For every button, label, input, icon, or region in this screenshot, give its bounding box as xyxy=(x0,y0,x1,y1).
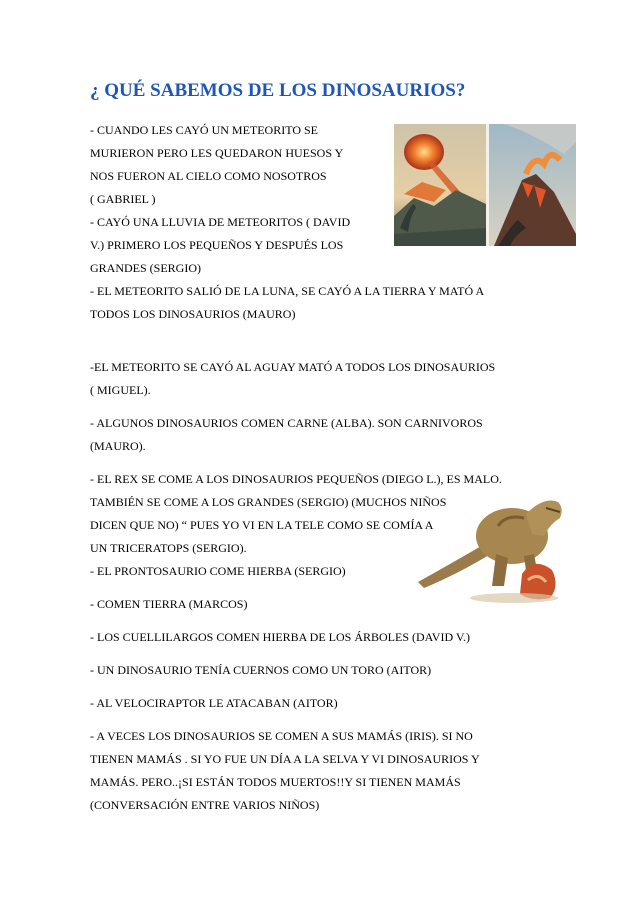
text-line: - UN DINOSAURIO TENÍA CUERNOS COMO UN TORO (AITOR) xyxy=(90,663,432,677)
text-line: - EL REX SE COME A LOS DINOSAURIOS PEQUEÑOS (DIEGO L.), ES MALO. xyxy=(90,472,502,486)
text-line: - AL VELOCIRAPTOR LE ATACABAN (AITOR) xyxy=(90,696,338,710)
text-line: (CONVERSACIÓN ENTRE VARIOS NIÑOS) xyxy=(90,798,320,812)
text-line: ( GABRIEL ) xyxy=(90,192,156,206)
text-line: - EL PRONTOSAURIO COME HIERBA (SERGIO) xyxy=(90,564,346,578)
page-title: ¿ QUÉ SABEMOS DE LOS DINOSAURIOS? xyxy=(90,80,466,101)
text-line: - LOS CUELLILARGOS COMEN HIERBA DE LOS ÁRBOLES (DAVID V.) xyxy=(90,630,471,644)
text-line: - CAYÓ UNA LLUVIA DE METEORITOS ( DAVID xyxy=(90,215,351,229)
meteor-illustration-svg xyxy=(394,124,576,246)
text-line: - CUANDO LES CAYÓ UN METEORITO SE xyxy=(90,123,319,137)
text-line: DICEN QUE NO) “ PUES YO VI EN LA TELE COMO SE COMÍA A xyxy=(90,518,434,532)
text-line: MURIERON PERO LES QUEDARON HUESOS Y xyxy=(90,146,344,160)
text-line: TIENEN MAMÁS . SI YO FUE UN DÍA A LA SELVA Y VI DINOSAURIOS Y xyxy=(90,752,480,766)
text-line: (MAURO). xyxy=(90,439,146,453)
trex-illustration xyxy=(414,486,564,604)
text-line: NOS FUERON AL CIELO COMO NOSOTROS xyxy=(90,169,327,183)
meteor-illustration xyxy=(394,124,576,246)
text-line: GRANDES (SERGIO) xyxy=(90,261,201,275)
text-line: UN TRICERATOPS (SERGIO). xyxy=(90,541,247,555)
text-line: - EL METEORITO SALIÓ DE LA LUNA, SE CAYÓ A LA TIERRA Y MATÓ A xyxy=(90,284,485,298)
text-line: - COMEN TIERRA (MARCOS) xyxy=(90,597,248,611)
text-line: V.) PRIMERO LOS PEQUEÑOS Y DESPUÉS LOS xyxy=(90,238,344,252)
text-line: -EL METEORITO SE CAYÓ AL AGUAY MATÓ A TODOS LOS DINOSAURIOS xyxy=(90,360,496,374)
text-line: TODOS LOS DINOSAURIOS (MAURO) xyxy=(90,307,296,321)
text-line: ( MIGUEL). xyxy=(90,383,151,397)
text-line: - ALGUNOS DINOSAURIOS COMEN CARNE (ALBA). SON CARNIVOROS xyxy=(90,416,483,430)
text-line: TAMBIÉN SE COME A LOS GRANDES (SERGIO) (MUCHOS NIÑOS xyxy=(90,495,447,509)
text-line: - A VECES LOS DINOSAURIOS SE COMEN A SUS MAMÁS (IRIS). SI NO xyxy=(90,729,473,743)
trex-illustration-svg xyxy=(414,486,564,604)
text-line: MAMÁS. PERO..¡SI ESTÁN TODOS MUERTOS!!Y SI TIENEN MAMÁS xyxy=(90,775,461,789)
